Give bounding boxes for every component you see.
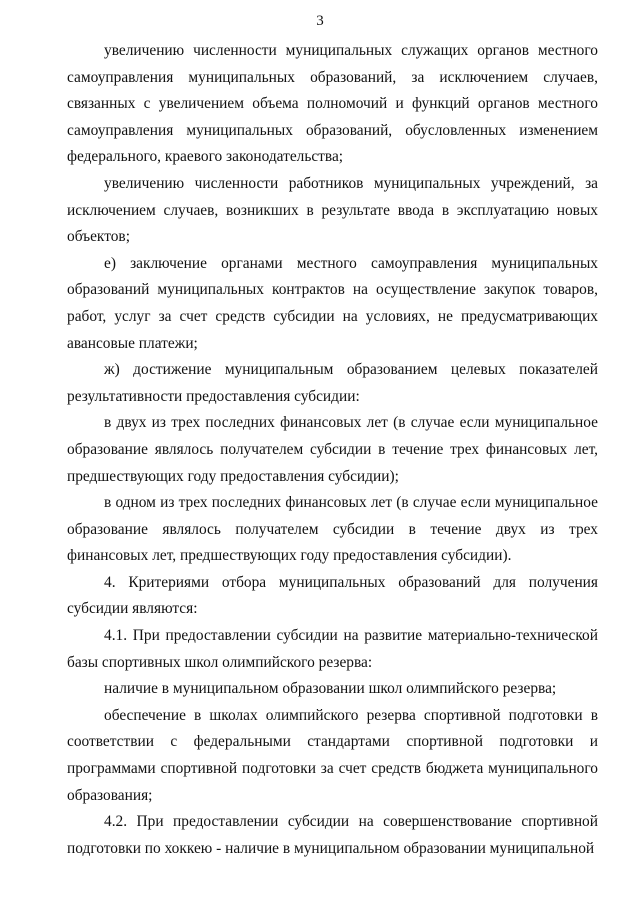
paragraph-one-of-three-years: в одном из трех последних финансовых лет (в случае если муниципальное образование являлось получателем субсидии в течение двух из трех финансовых лет, предшествующих году предоставления субсидии).	[67, 494, 598, 565]
document-body	[67, 38, 598, 862]
paragraph-employees-increase: увеличению численности работников муниципальных учреждений, за исключением случаев, возникших в результате ввода в эксплуатацию новых объектов;	[67, 174, 598, 246]
paragraph-olympic-schools-presence: наличие в муниципальном образовании школ олимпийского резерва;	[104, 680, 557, 698]
paragraph-sports-training-provision: обеспечение в школах олимпийского резерва спортивной подготовки в соответствии с федеральными стандартами спортивной подготовки и программами спортивной подготовки за счет средств бюджета муниципального образования;	[67, 706, 598, 804]
paragraph-item-zh-targets: ж) достижение муниципальным образованием целевых показателей результативности предоставления субсидии:	[67, 361, 598, 405]
paragraph-section-4-2: 4.2. При предоставлении субсидии на совершенствование спортивной подготовки по хоккею - наличие в муниципальном образовании муниципальной	[67, 813, 598, 857]
paragraph-civil-servants-increase: увеличению численности муниципальных служащих органов местного самоуправления муниципальных образований, за исключением случаев, связанных с увеличением объема полномочий и функций органов местного самоуправления муниципальных образований, обусловленных изменением федерального, краевого законодательства;	[67, 42, 598, 166]
paragraph-two-of-three-years: в двух из трех последних финансовых лет (в случае если муниципальное образование являлось получателем субсидии в течение трех финансовых лет, предшествующих году предоставления субсидии);	[67, 414, 598, 485]
paragraph-section-4-criteria: 4. Критериями отбора муниципальных образований для получения субсидии являются:	[67, 573, 598, 618]
paragraph-section-4-1: 4.1. При предоставлении субсидии на развитие материально-технической базы спортивных школ олимпийского резерва:	[67, 627, 598, 671]
page-number: 3	[316, 13, 324, 29]
paragraph-item-e-contracts: е) заключение органами местного самоуправления муниципальных образований муниципальных контрактов на осуществление закупок товаров, работ, услуг за счет средств субсидии на условиях, не предусматривающих авансовые платежи;	[67, 254, 598, 352]
